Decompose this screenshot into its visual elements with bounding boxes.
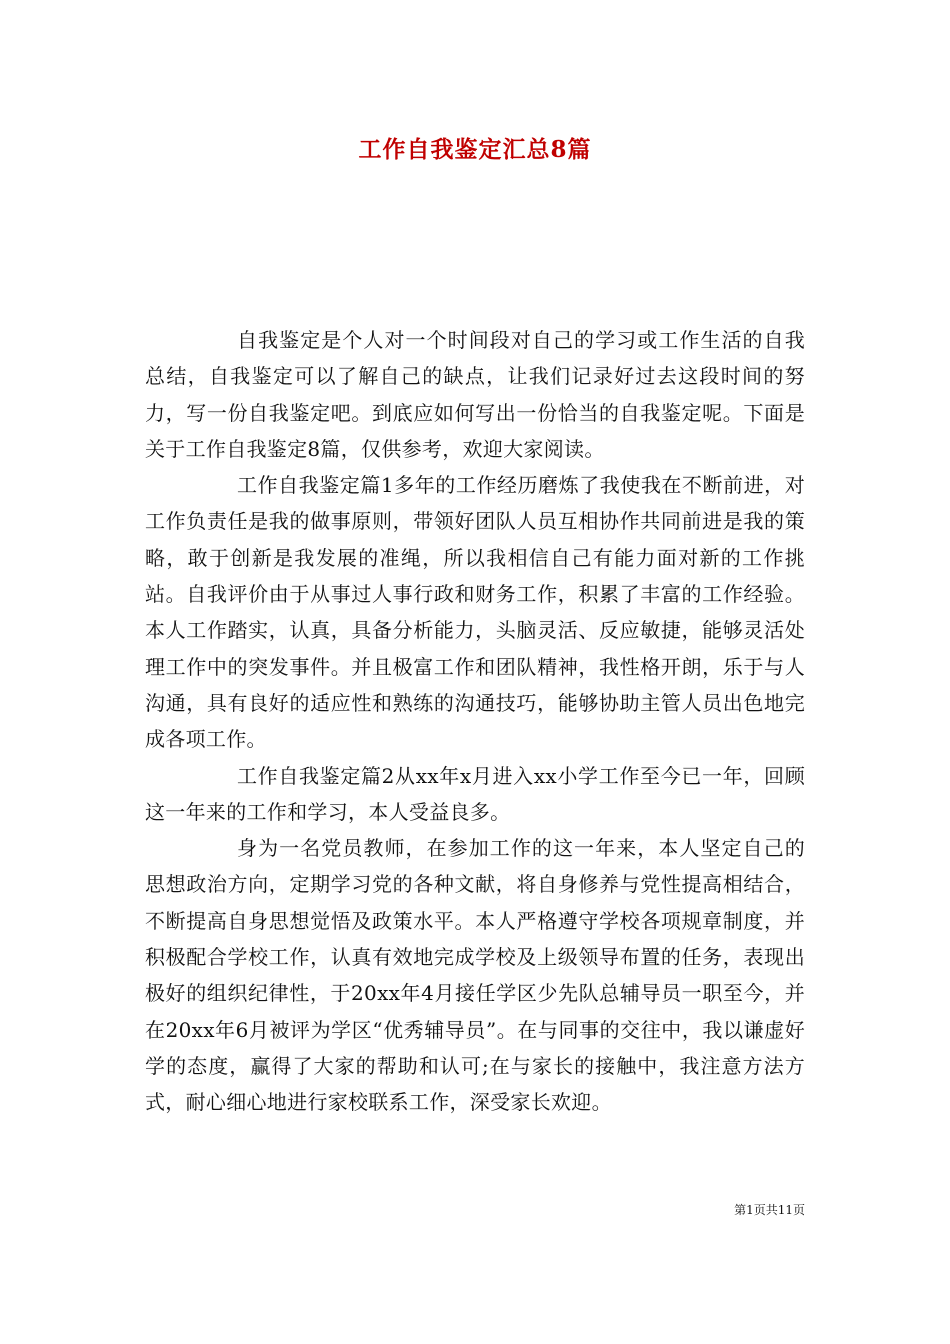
- page-number: 第1页共11页: [734, 1203, 805, 1217]
- document-body: [145, 322, 805, 1121]
- paragraph-party-teacher: 身为一名党员教师，在参加工作的这一年来，本人坚定自己的思想政治方向，定期学习党的各种文献，将自身修养与党性提高相结合，不断提高自身思想觉悟及政策水平。本人严格遵守学校各项规章制度，并积极配合学校工作，认真有效地完成学校及上级领导布置的任务，表现出极好的组织纪律性，于20xx年4月接任学区少先队总辅导员一职至今，并在20xx年6月被评为学区“优秀辅导员”。在与同事的交往中，我以谦虚好学的态度，赢得了大家的帮助和认可;在与家长的接触中，我注意方法方式，耐心细心地进行家校联系工作，深受家长欢迎。: [145, 836, 805, 1115]
- document-title: 工作自我鉴定汇总8篇: [358, 136, 592, 163]
- paragraph-part-2: 工作自我鉴定篇2从xx年x月进入xx小学工作至今已一年，回顾这一年来的工作和学习，本人受益良多。: [145, 763, 805, 824]
- paragraph-intro: 自我鉴定是个人对一个时间段对自己的学习或工作生活的自我总结，自我鉴定可以了解自己的缺点，让我们记录好过去这段时间的努力，写一份自我鉴定吧。到底应如何写出一份恰当的自我鉴定呢。下面是关于工作自我鉴定8篇，仅供参考，欢迎大家阅读。: [145, 328, 805, 461]
- paragraph-part-1: 工作自我鉴定篇1多年的工作经历磨炼了我使我在不断前进，对工作负责任是我的做事原则，带领好团队人员互相协作共同前进是我的策略，敢于创新是我发展的准绳，所以我相信自己有能力面对新的工作挑站。自我评价由于从事过人事行政和财务工作，积累了丰富的工作经验。本人工作踏实，认真，具备分析能力，头脑灵活、反应敏捷，能够灵活处理工作中的突发事件。并且极富工作和团队精神，我性格开朗，乐于与人沟通，具有良好的适应性和熟练的沟通技巧，能够协助主管人员出色地完成各项工作。: [145, 473, 805, 752]
